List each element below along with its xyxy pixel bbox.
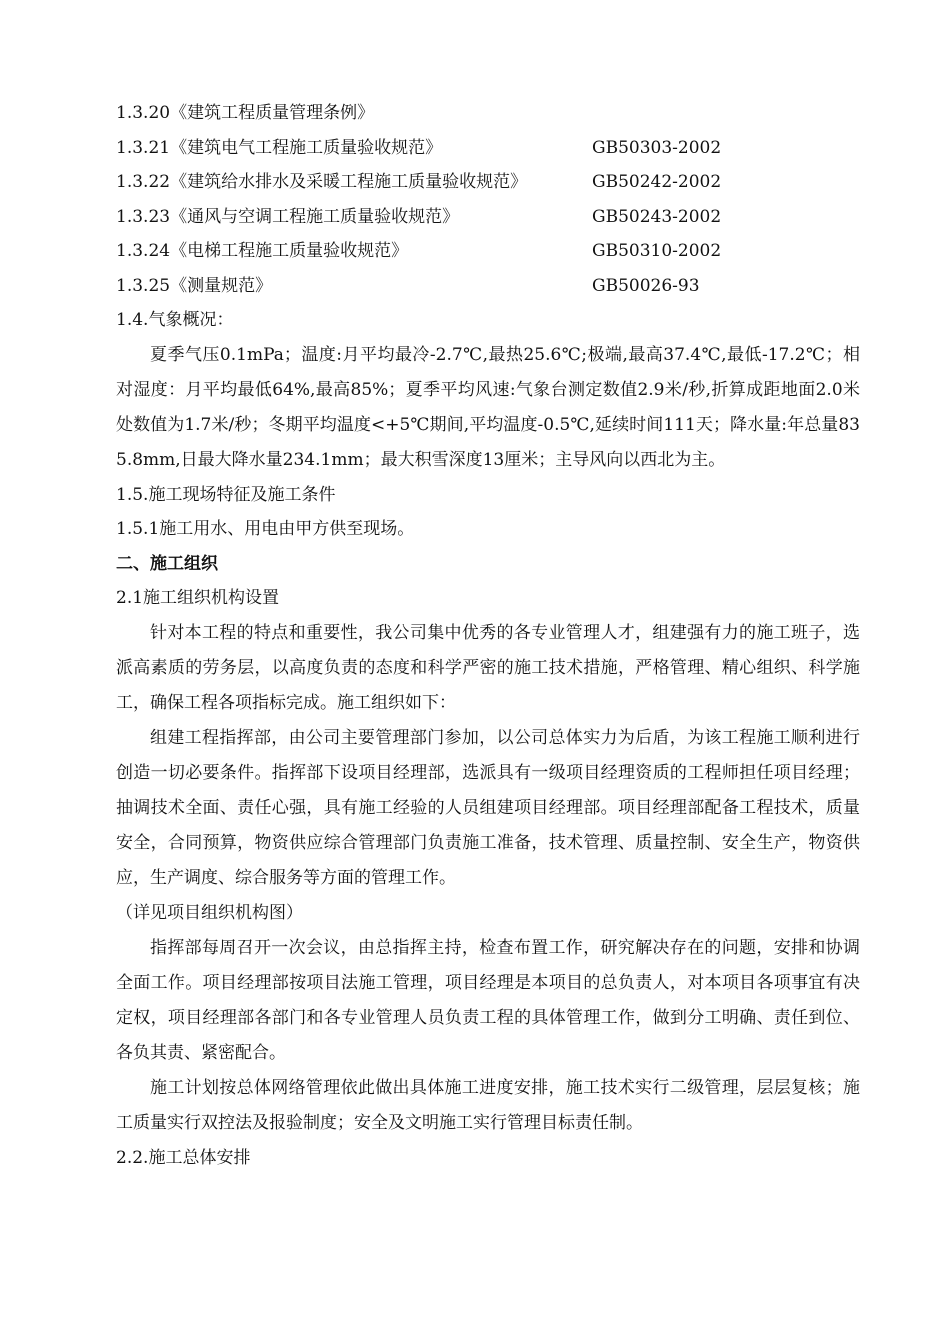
reference-item bbox=[116, 165, 860, 200]
weather-paragraph: 夏季气压0.1mPa；温度:月平均最冷-2.7℃,最热25.6℃;极端,最高37.4℃,最低-17.2℃；相对湿度：月平均最低64%,最高85%；夏季平均风速:气象台测定数值2.9米/秒,折算成距地面2.0米处数值为1.7米/秒；冬期平均温度<+5℃期间,平均温度-0.5℃,延续时间111天；降水量:年总量835.8mm,日最大降水量234.1mm；最大积雪深度13厘米；主导风向以西北为主。 bbox=[116, 344, 860, 470]
paragraph-organization: 组建工程指挥部，由公司主要管理部门参加，以公司总体实力为后盾，为该工程施工顺利进行创造一切必要条件。指挥部下设项目经理部，选派具有一级项目经理资质的工程师担任项目经理；抽调技术全面、责任心强，具有施工经验的人员组建项目经理部。项目经理部配备工程技术，质量安全，合同预算，物资供应综合管理部门负责施工准备，技术管理、质量控制、安全生产，物资供应，生产调度、综合服务等方面的管理工作。 bbox=[116, 727, 860, 888]
reference-code: GB50310-2002 bbox=[592, 241, 722, 261]
reference-code: GB50303-2002 bbox=[592, 137, 722, 158]
reference-code: GB50243-2002 bbox=[592, 206, 722, 227]
reference-item bbox=[116, 200, 860, 235]
reference-title: 1.3.20《建筑工程质量管理条例》 bbox=[116, 103, 375, 123]
subsection-heading: 2.1施工组织机构设置 bbox=[116, 588, 280, 608]
reference-title: 1.3.24《电梯工程施工质量验收规范》 bbox=[116, 241, 409, 261]
reference-item bbox=[116, 131, 860, 166]
reference-title: 1.3.23《通风与空调工程施工质量验收规范》 bbox=[116, 206, 460, 227]
reference-title: 1.3.22《建筑给水排水及采暖工程施工质量验收规范》 bbox=[116, 172, 528, 192]
reference-title: 1.3.21《建筑电气工程施工质量验收规范》 bbox=[116, 137, 443, 158]
reference-item bbox=[116, 269, 860, 304]
document-body bbox=[116, 96, 860, 1175]
paragraph-meetings: 指挥部每周召开一次会议，由总指挥主持，检查布置工作，研究解决存在的问题，安排和协调全面工作。项目经理部按项目法施工管理，项目经理是本项目的总负责人，对本项目各项事宜有决定权，项目经理部各部门和各专业管理人员负责工程的具体管理工作，做到分工明确、责任到位、各负其责、紧密配合。 bbox=[116, 937, 860, 1063]
reference-item bbox=[116, 234, 860, 269]
diagram-note: （详见项目组织机构图） bbox=[116, 902, 303, 923]
reference-code: GB50242-2002 bbox=[592, 172, 722, 192]
reference-title: 1.3.25《测量规范》 bbox=[116, 275, 273, 296]
weather-heading: 1.4.气象概况： bbox=[116, 310, 234, 330]
site-item: 1.5.1施工用水、用电由甲方供至现场。 bbox=[116, 519, 415, 539]
paragraph-intro: 针对本工程的特点和重要性，我公司集中优秀的各专业管理人才，组建强有力的施工班子，选派高素质的劳务层，以高度负责的态度和科学严密的施工技术措施，严格管理、精心组织、科学施工，确保工程各项指标完成。施工组织如下： bbox=[116, 622, 860, 713]
section-heading: 二、施工组织 bbox=[116, 553, 218, 574]
reference-item bbox=[116, 96, 860, 131]
subsection-heading: 2.2.施工总体安排 bbox=[116, 1147, 251, 1168]
reference-code: GB50026-93 bbox=[592, 275, 700, 296]
paragraph-planning: 施工计划按总体网络管理依此做出具体施工进度安排，施工技术实行二级管理，层层复核；施工质量实行双控法及报验制度；安全及文明施工实行管理目标责任制。 bbox=[116, 1077, 860, 1133]
site-heading: 1.5.施工现场特征及施工条件 bbox=[116, 484, 336, 505]
